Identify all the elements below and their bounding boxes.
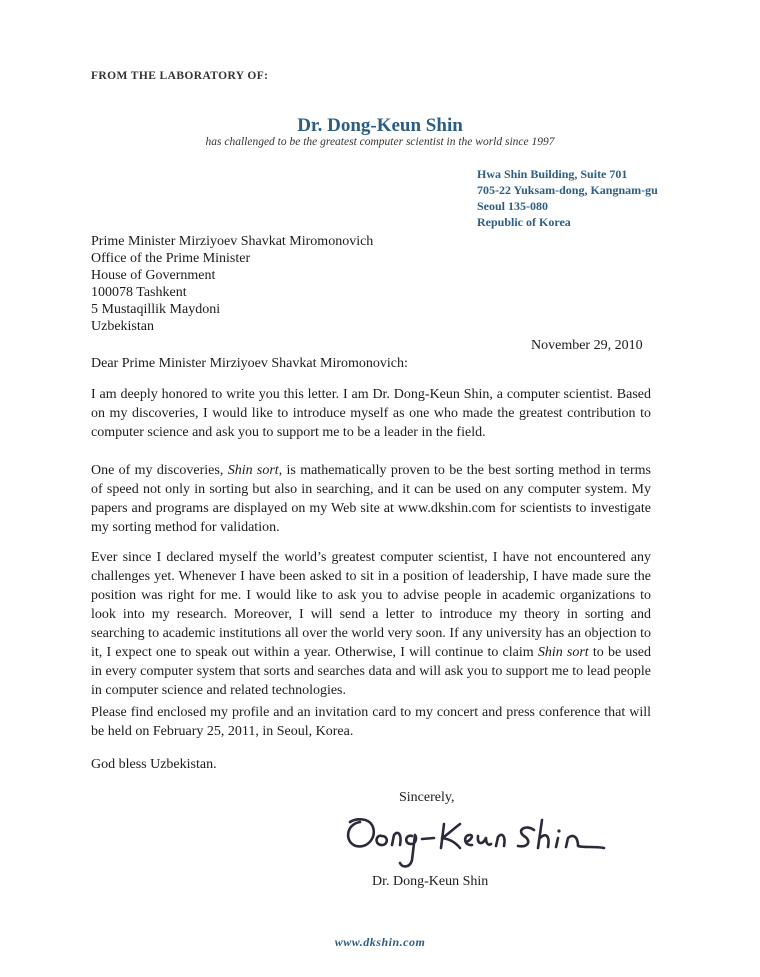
valediction: Sincerely, <box>399 790 455 805</box>
body-paragraph-3 <box>91 548 651 700</box>
recipient-line: House of Government <box>91 268 216 283</box>
body-paragraph-1: I am deeply honored to write you this letter. I am Dr. Dong-Keun Shin, a computer scientist. Based on my discoveries, I would like to introduce myself as one who made the greatest contribution to computer science and ask you to support me to be a leader in the field. <box>91 387 651 440</box>
body-paragraph-2 <box>91 461 651 537</box>
recipient-line: Office of the Prime Minister <box>91 251 251 266</box>
signature-text: Dong-Keun Shin <box>338 808 345 809</box>
salutation: Dear Prime Minister Mirziyoev Shavkat Miromonovich: <box>91 356 408 371</box>
paragraph-text: One of my discoveries, <box>91 463 228 478</box>
paragraph-text: , is mathematically proven to be the best sorting method in terms of speed not only in sorting but also in searching, and it can be used on any computer system. My papers and programs are displayed on my Web site at www.dkshin.com for scientists to investigate my sorting method for validation. <box>91 463 651 535</box>
recipient-line: Prime Minister Mirziyoev Shavkat Miromonovich <box>91 234 374 249</box>
handwritten-signature <box>338 808 658 870</box>
recipient-line: 100078 Tashkent <box>91 285 187 300</box>
address-line: 705-22 Yuksam-dong, Kangnam-gu <box>477 183 658 197</box>
recipient-address <box>91 233 373 335</box>
shin-sort-emphasis: Shin sort <box>537 645 589 660</box>
sender-address <box>477 166 658 230</box>
shin-sort-emphasis: Shin sort <box>227 463 279 478</box>
letter-date: November 29, 2010 <box>531 338 643 353</box>
from-laboratory-label: FROM THE LABORATORY OF: <box>91 70 269 82</box>
recipient-line: 5 Mustaqillik Maydoni <box>91 302 221 317</box>
paragraph-text: to be used in every computer system that sorts and searches data and will ask you to support me to lead people in computer science and related technologies. <box>91 645 652 698</box>
address-line: Hwa Shin Building, Suite 701 <box>477 167 628 181</box>
body-paragraph-4: Please find enclosed my profile and an invitation card to my concert and press conference that will be held on February 25, 2011, in Seoul, Korea. <box>91 705 651 739</box>
letterhead-tagline: has challenged to be the greatest computer scientist in the world since 1997 <box>205 136 555 148</box>
recipient-line: Uzbekistan <box>91 319 154 334</box>
footer-website: www.dkshin.com <box>334 935 426 949</box>
paragraph-text: Ever since I declared myself the world’s greatest computer scientist, I have not encountered any challenges yet. Whenever I have been asked to sit in a position of leadership, I have made sure the position was right for me. I would like to ask you to advise people in academic organizations to look into my research. Moreover, I will send a letter to introduce my theory in sorting and searching to academic institutions all over the world very soon. If any university has an objection to it, I expect one to speak out within a year. Otherwise, I will continue to claim <box>91 550 651 660</box>
signer-name: Dr. Dong-Keun Shin <box>372 874 489 889</box>
letterhead-name: Dr. Dong-Keun Shin <box>297 115 463 136</box>
address-line: Republic of Korea <box>477 215 571 229</box>
closing-line: God bless Uzbekistan. <box>91 757 217 772</box>
address-line: Seoul 135-080 <box>477 199 549 213</box>
